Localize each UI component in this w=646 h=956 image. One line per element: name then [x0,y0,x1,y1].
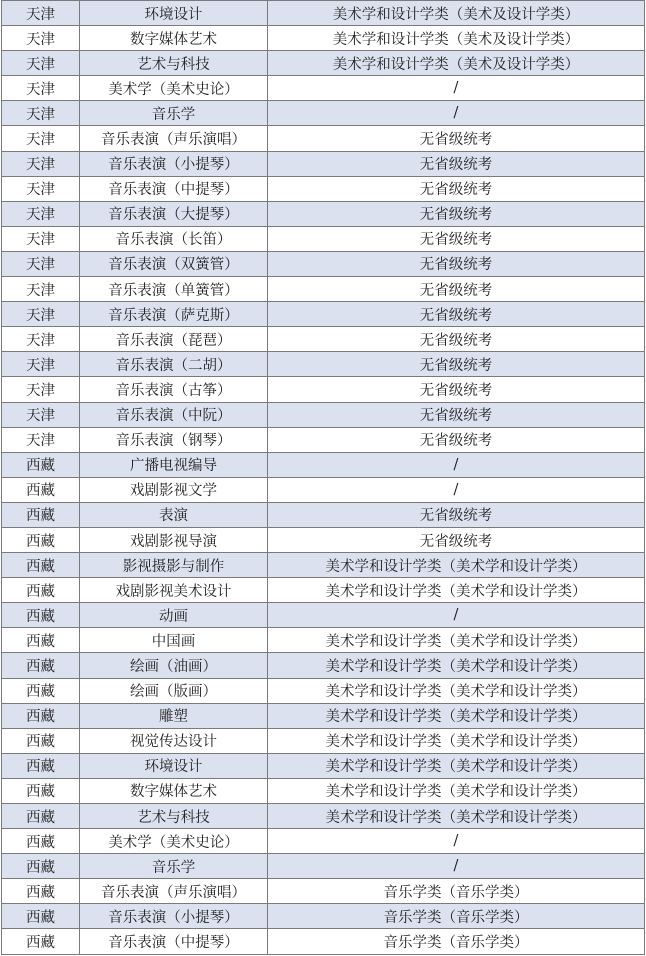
province-cell: 天津 [2,76,80,100]
exam-category-cell: / [268,76,645,100]
major-cell: 音乐表演（萨克斯） [80,302,268,326]
province-cell: 西藏 [2,804,80,828]
exam-category-cell: 美术学和设计学类（美术学和设计学类） [268,729,645,753]
exam-category-cell: 音乐学类（音乐学类） [268,929,645,953]
table-row [2,879,645,904]
province-cell: 天津 [2,302,80,326]
exam-category-cell: 无省级统考 [268,302,645,326]
province-cell: 西藏 [2,929,80,953]
exam-category-cell: 无省级统考 [268,377,645,401]
province-cell: 天津 [2,1,80,25]
province-cell: 西藏 [2,904,80,928]
major-cell: 音乐表演（小提琴） [80,152,268,176]
table-row [2,227,645,252]
province-cell: 天津 [2,352,80,376]
exam-category-cell: 音乐学类（音乐学类） [268,879,645,903]
province-cell: 天津 [2,152,80,176]
exam-category-cell: 美术学和设计学类（美术学和设计学类） [268,628,645,652]
exam-category-cell: / [268,829,645,853]
major-cell: 中国画 [80,628,268,652]
major-cell: 绘画（油画） [80,653,268,677]
exam-category-cell: 音乐学类（音乐学类） [268,904,645,928]
table-row [2,904,645,929]
province-cell: 西藏 [2,503,80,527]
table-row [2,76,645,101]
province-cell: 西藏 [2,679,80,703]
table-row [2,929,645,954]
province-cell: 西藏 [2,729,80,753]
exam-category-cell: 美术学和设计学类（美术学和设计学类） [268,754,645,778]
exam-category-cell: 无省级统考 [268,252,645,276]
exam-category-cell: 无省级统考 [268,428,645,452]
table-row [2,704,645,729]
table-row [2,1,645,26]
major-cell: 音乐表演（单簧管） [80,277,268,301]
major-cell: 数字媒体艺术 [80,779,268,803]
major-cell: 音乐表演（中提琴） [80,929,268,953]
major-cell: 音乐表演（中提琴） [80,177,268,201]
major-cell: 环境设计 [80,754,268,778]
table-row [2,352,645,377]
exam-category-cell: 美术学和设计学类（美术学和设计学类） [268,553,645,577]
major-cell: 美术学（美术史论） [80,829,268,853]
exam-category-cell: / [268,603,645,627]
province-cell: 西藏 [2,603,80,627]
province-cell: 西藏 [2,754,80,778]
province-cell: 天津 [2,51,80,75]
table-row [2,126,645,151]
province-cell: 天津 [2,227,80,251]
province-cell: 天津 [2,277,80,301]
table-row [2,754,645,779]
major-cell: 戏剧影视美术设计 [80,578,268,602]
exam-category-cell: 无省级统考 [268,403,645,427]
province-cell: 西藏 [2,553,80,577]
exam-category-cell: / [268,478,645,502]
province-cell: 天津 [2,126,80,150]
exam-category-cell: 美术学和设计学类（美术学和设计学类） [268,779,645,803]
major-cell: 数字媒体艺术 [80,26,268,50]
table-row [2,453,645,478]
province-cell: 西藏 [2,653,80,677]
major-cell: 音乐表演（声乐演唱） [80,879,268,903]
exam-category-cell: 美术学和设计学类（美术学和设计学类） [268,578,645,602]
province-cell: 天津 [2,202,80,226]
table-row [2,302,645,327]
major-cell: 视觉传达设计 [80,729,268,753]
province-cell: 西藏 [2,478,80,502]
major-cell: 雕塑 [80,704,268,728]
province-cell: 西藏 [2,528,80,552]
exam-category-cell: 美术学和设计学类（美术及设计学类） [268,26,645,50]
table-row [2,653,645,678]
table-row [2,377,645,402]
major-cell: 音乐表演（声乐演唱） [80,126,268,150]
province-cell: 西藏 [2,854,80,878]
table-row [2,578,645,603]
major-cell: 影视摄影与制作 [80,553,268,577]
exam-category-cell: 无省级统考 [268,352,645,376]
table-row [2,729,645,754]
province-cell: 天津 [2,428,80,452]
table-row [2,553,645,578]
major-cell: 表演 [80,503,268,527]
table-row [2,503,645,528]
table-row [2,679,645,704]
table-row [2,26,645,51]
province-cell: 天津 [2,252,80,276]
table-row [2,101,645,126]
exam-category-cell: 美术学和设计学类（美术学和设计学类） [268,704,645,728]
exam-category-cell: 美术学和设计学类（美术学和设计学类） [268,804,645,828]
exam-category-cell: / [268,453,645,477]
table-row [2,804,645,829]
province-cell: 天津 [2,26,80,50]
table-row [2,51,645,76]
major-cell: 音乐表演（古筝） [80,377,268,401]
province-cell: 西藏 [2,779,80,803]
table-row [2,152,645,177]
table-row [2,252,645,277]
major-cell: 音乐表演（琵琶） [80,327,268,351]
province-cell: 天津 [2,327,80,351]
exam-category-cell: 无省级统考 [268,327,645,351]
exam-category-cell: 无省级统考 [268,177,645,201]
province-cell: 西藏 [2,453,80,477]
exam-category-cell: 无省级统考 [268,202,645,226]
major-cell: 音乐学 [80,101,268,125]
exam-category-cell: 无省级统考 [268,227,645,251]
major-cell: 音乐学 [80,854,268,878]
major-cell: 广播电视编导 [80,453,268,477]
table-row [2,478,645,503]
exam-category-cell: 美术学和设计学类（美术学和设计学类） [268,653,645,677]
major-cell: 音乐表演（钢琴） [80,428,268,452]
exam-category-cell: 美术学和设计学类（美术及设计学类） [268,1,645,25]
exam-category-cell: 无省级统考 [268,126,645,150]
table-row [2,428,645,453]
major-cell: 美术学（美术史论） [80,76,268,100]
table-row [2,829,645,854]
table-row [2,854,645,879]
exam-category-cell: 无省级统考 [268,528,645,552]
major-cell: 戏剧影视导演 [80,528,268,552]
table-row [2,528,645,553]
exam-category-cell: 美术学和设计学类（美术学和设计学类） [268,679,645,703]
major-cell: 环境设计 [80,1,268,25]
exam-category-cell: 无省级统考 [268,277,645,301]
province-cell: 天津 [2,377,80,401]
exam-category-cell: 无省级统考 [268,503,645,527]
major-cell: 绘画（版画） [80,679,268,703]
exam-category-cell: 美术学和设计学类（美术及设计学类） [268,51,645,75]
province-cell: 天津 [2,101,80,125]
exam-category-cell: / [268,854,645,878]
province-cell: 西藏 [2,704,80,728]
table-row [2,327,645,352]
province-cell: 西藏 [2,829,80,853]
major-cell: 音乐表演（二胡） [80,352,268,376]
table-row [2,403,645,428]
major-cell: 艺术与科技 [80,51,268,75]
exam-category-table [1,0,645,955]
province-cell: 天津 [2,177,80,201]
table-row [2,177,645,202]
exam-category-cell: 无省级统考 [268,152,645,176]
province-cell: 西藏 [2,879,80,903]
province-cell: 西藏 [2,578,80,602]
major-cell: 音乐表演（小提琴） [80,904,268,928]
major-cell: 动画 [80,603,268,627]
table-row [2,277,645,302]
province-cell: 天津 [2,403,80,427]
major-cell: 音乐表演（大提琴） [80,202,268,226]
table-row [2,628,645,653]
major-cell: 音乐表演（双簧管） [80,252,268,276]
major-cell: 戏剧影视文学 [80,478,268,502]
exam-category-cell: / [268,101,645,125]
table-row [2,603,645,628]
major-cell: 音乐表演（长笛） [80,227,268,251]
major-cell: 音乐表演（中阮） [80,403,268,427]
province-cell: 西藏 [2,628,80,652]
table-row [2,202,645,227]
table-row [2,779,645,804]
major-cell: 艺术与科技 [80,804,268,828]
